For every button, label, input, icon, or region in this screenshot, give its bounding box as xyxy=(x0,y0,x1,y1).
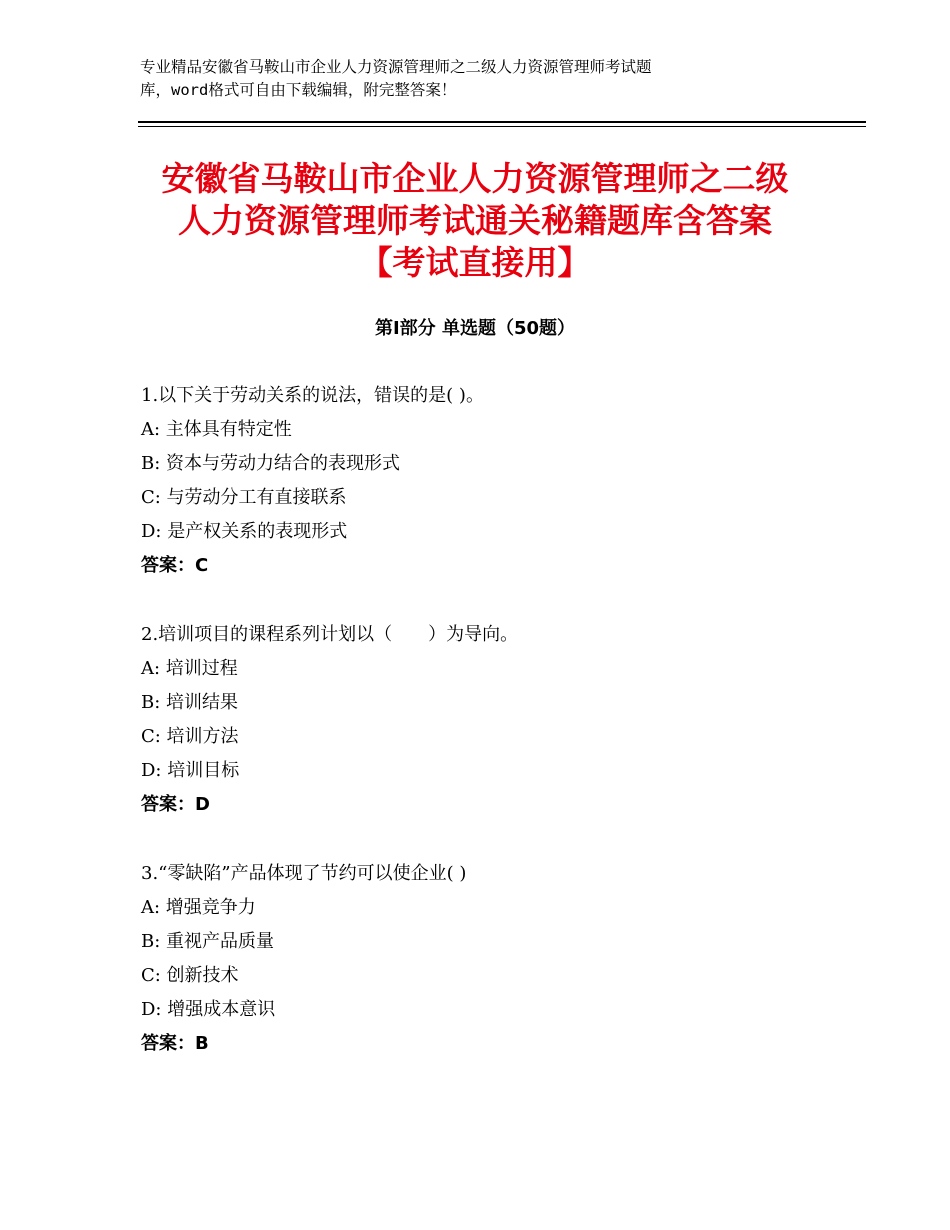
question-3 xyxy=(141,857,841,1061)
option-c: C: 培训方法 xyxy=(141,726,239,747)
answer-line: 答案：D xyxy=(141,794,210,815)
option-a: A: 培训过程 xyxy=(141,658,238,679)
question-stem: 3.“零缺陷”产品体现了节约可以使企业( ) xyxy=(141,863,467,884)
header-divider-thin xyxy=(138,126,866,127)
section-heading: 第Ⅰ部分 单选题（50题） xyxy=(374,318,575,339)
option-d: D: 是产权关系的表现形式 xyxy=(141,521,348,542)
title-line-1: 安徽省马鞍山市企业人力资源管理师之二级 xyxy=(161,159,789,198)
option-d: D: 增强成本意识 xyxy=(141,999,276,1020)
question-stem: 1.以下关于劳动关系的说法，错误的是( )。 xyxy=(141,385,484,406)
option-b: B: 重视产品质量 xyxy=(141,931,275,952)
question-2 xyxy=(141,618,841,822)
option-b: B: 资本与劳动力结合的表现形式 xyxy=(141,453,401,474)
header-note-line-2: 库，word格式可自由下载编辑，附完整答案！ xyxy=(140,81,457,99)
option-c: C: 与劳动分工有直接联系 xyxy=(141,487,347,508)
question-1 xyxy=(141,379,841,583)
header-note-line-1: 专业精品安徽省马鞍山市企业人力资源管理师之二级人力资源管理师考试题 xyxy=(140,58,652,76)
option-d: D: 培训目标 xyxy=(141,760,240,781)
answer-line: 答案：C xyxy=(141,555,209,576)
option-a: A: 增强竞争力 xyxy=(141,897,256,918)
answer-line: 答案：B xyxy=(141,1033,209,1054)
header-divider-thick xyxy=(138,121,866,123)
title-line-2: 人力资源管理师考试通关秘籍题库含答案 xyxy=(178,201,772,240)
title-line-3: 【考试直接用】 xyxy=(359,243,591,282)
header-note xyxy=(140,56,800,102)
document-title xyxy=(100,158,850,284)
question-stem: 2.培训项目的课程系列计划以（ ）为导向。 xyxy=(141,624,519,645)
option-c: C: 创新技术 xyxy=(141,965,239,986)
option-b: B: 培训结果 xyxy=(141,692,239,713)
option-a: A: 主体具有特定性 xyxy=(141,419,292,440)
